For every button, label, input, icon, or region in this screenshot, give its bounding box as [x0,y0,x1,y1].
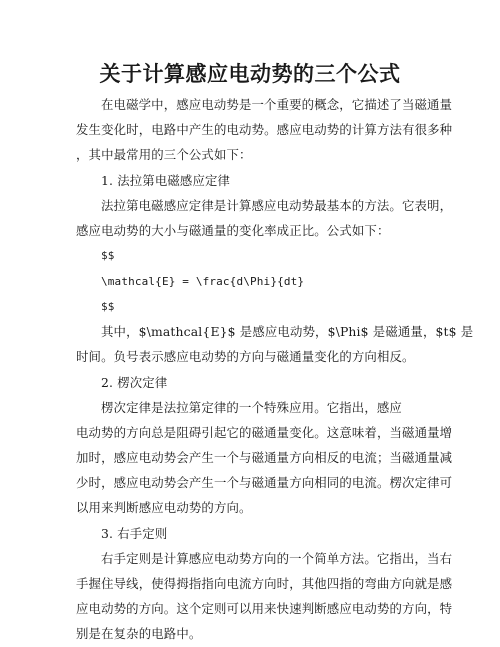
paragraph-line: 楞次定律是法拉第定律的一个特殊应用。它指出，感应 [101,400,402,415]
paragraph-line: 时间。负号表示感应电动势的方向与磁通量变化的方向相反。 [76,349,415,364]
paragraph-line: 以用来判断感应电动势的方向。 [76,500,252,515]
paragraph-line: 手握住导线，使得拇指指向电流方向时，其他四指的弯曲方向就是感 [76,576,453,591]
section-heading: 2. 楞次定律 [101,375,168,390]
paragraph-line: 感应电动势的大小与磁通量的变化率成正比。公式如下： [76,223,390,238]
paragraph-line: ，其中最常用的三个公式如下： [76,147,252,162]
formula-delimiter: $$ [101,300,115,313]
paragraph-line: 应电动势的方向。这个定则可以用来快速判断感应电动势的方向，特 [76,601,453,616]
document-title: 关于计算感应电动势的三个公式 [99,61,401,86]
formula-line: \mathcal{E} = \frac{d\Phi}{dt} [101,275,305,288]
paragraph-line: 右手定则是计算感应电动势方向的一个简单方法。它指出，当右 [101,551,453,566]
paragraph-line: 别是在复杂的电路中。 [76,626,202,641]
section-heading: 3. 右手定则 [101,526,168,541]
paragraph-line: 加时，感应电动势会产生一个与磁通量方向相反的电流；当磁通量减 [76,450,453,465]
section-heading: 1. 法拉第电磁感应定律 [101,173,231,188]
paragraph-line: 少时，感应电动势会产生一个与磁通量方向相同的电流。楞次定律可 [76,475,453,490]
paragraph-line: 在电磁学中，感应电动势是一个重要的概念，它描述了当磁通量 [101,97,453,112]
paragraph-line: 电动势的方向总是阻碍引起它的磁通量变化。这意味着，当磁通量增 [76,425,453,440]
paragraph-line: 法拉第电磁感应定律是计算感应电动势最基本的方法。它表明， [101,198,453,213]
paragraph-line: 发生变化时，电路中产生的电动势。感应电动势的计算方法有很多种 [76,122,453,137]
formula-delimiter: $$ [101,249,115,262]
paragraph-line: 其中，$\mathcal{E}$ 是感应电动势，$\Phi$ 是磁通量，$t$ 是 [101,324,474,339]
